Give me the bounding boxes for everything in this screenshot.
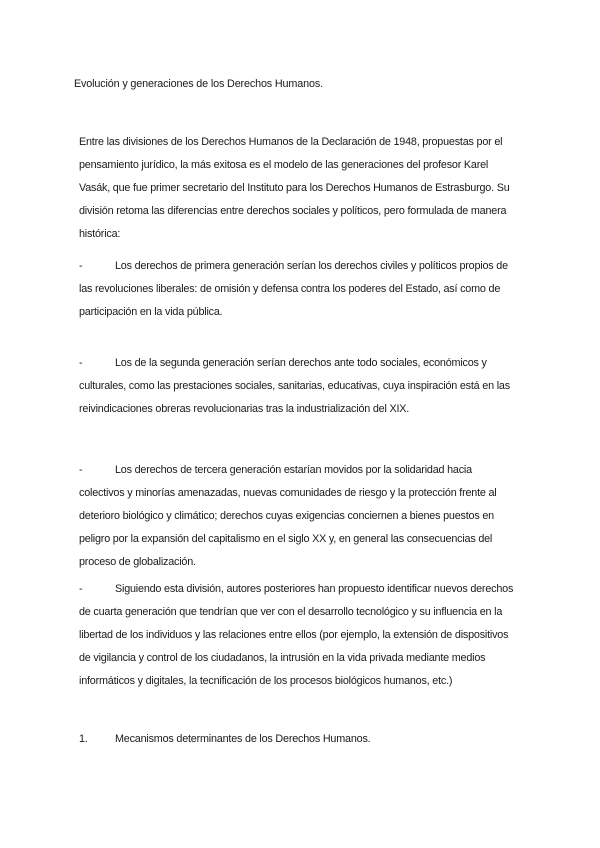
list-bullet: -	[79, 464, 83, 476]
list-bullet: -	[79, 583, 83, 595]
section-heading	[79, 728, 370, 751]
list-item-third-generation	[79, 459, 515, 574]
intro-paragraph: Entre las divisiones de los Derechos Humanos de la Declaración de 1948, propuestas por el pensamiento jurídico, la más exitosa es el modelo de las generaciones del profesor Karel Vasák, que fue primer secretario del Instituto para los Derechos Humanos de Estrasburgo. Su división retoma las diferencias entre derechos sociales y políticos, pero formulada de manera histórica:	[79, 136, 510, 240]
list-item-text: Los derechos de primera generación serían los derechos civiles y políticos propios de las revoluciones liberales: de omisión y defensa contra los poderes del Estado, así como de participación en la vida pública.	[79, 260, 508, 318]
list-item-text: Los de la segunda generación serían derechos ante todo sociales, económicos y culturales, como las prestaciones sociales, sanitarias, educativas, cuya inspiración está en las reivindicaciones obreras revolucionarias tras la industrialización del XIX.	[79, 357, 510, 415]
list-bullet: -	[79, 357, 83, 369]
list-item-first-generation	[79, 255, 515, 324]
list-item-text: Los derechos de tercera generación estarían movidos por la solidaridad hacia colectivos y minorías amenazadas, nuevas comunidades de riesgo y la protección frente al deterioro biológico y climático; derechos cuyas exigencias conciernen a bienes puestos en peligro por la expansión del capitalismo en el siglo XX y, en general las consecuencias del proceso de globalización.	[79, 464, 497, 568]
section-number: 1.	[79, 733, 88, 745]
section-heading-text: Mecanismos determinantes de los Derechos Humanos.	[115, 733, 371, 745]
document-title: Evolución y generaciones de los Derechos Humanos.	[74, 78, 323, 90]
list-item-fourth-generation	[79, 578, 515, 693]
list-item-second-generation	[79, 352, 515, 421]
list-bullet: -	[79, 260, 83, 272]
list-item-text: Siguiendo esta división, autores posteriores han propuesto identificar nuevos derechos de cuarta generación que tendrían que ver con el desarrollo tecnológico y su influencia en la libertad de los individuos y las relaciones entre ellos (por ejemplo, la extensión de dispositivos de vigilancia y control de los ciudadanos, la intrusión en la vida privada mediante medios informáticos y digitales, la tecnificación de los procesos biológicos humanos, etc.)	[79, 583, 514, 687]
